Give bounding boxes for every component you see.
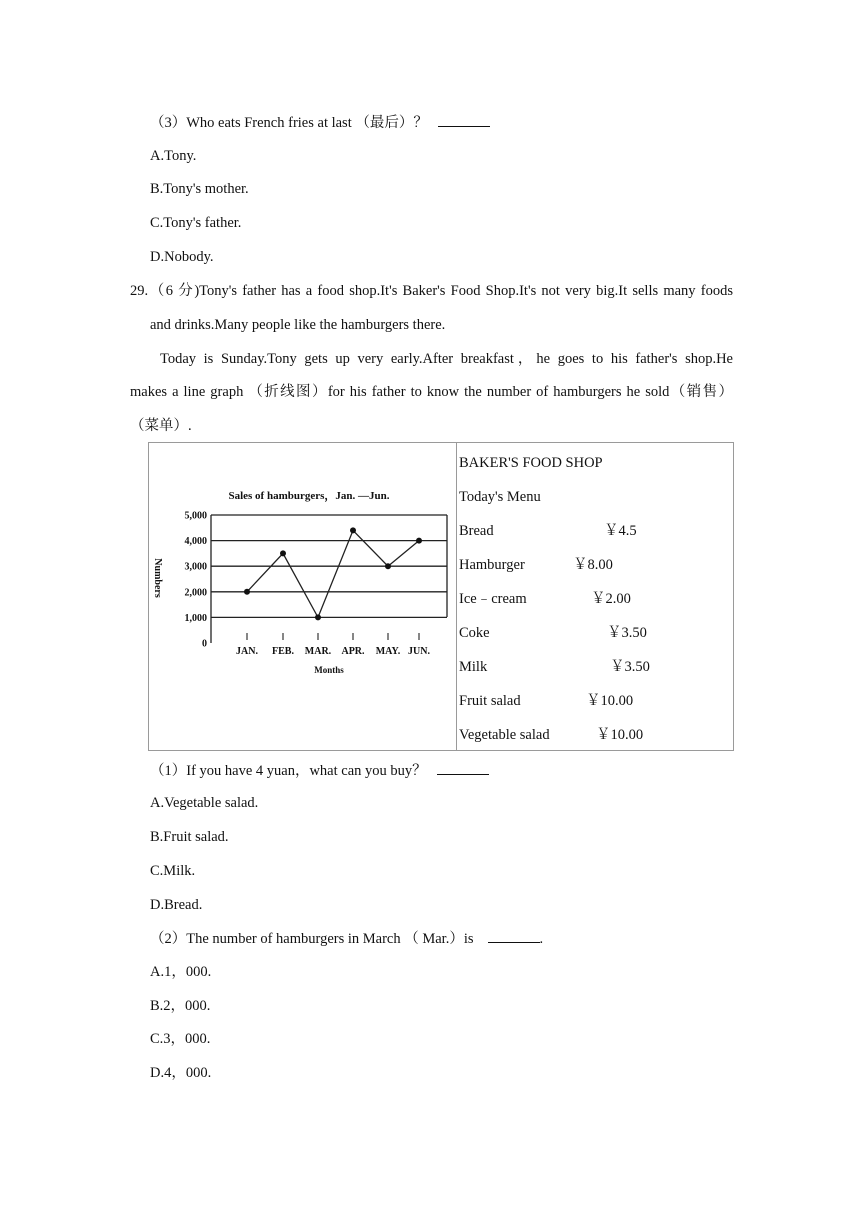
chart-y-axis-label: Numbers — [152, 558, 163, 598]
question-3-text: （3）Who eats French fries at last （最后）？ — [150, 115, 428, 131]
option-b: B.Fruit salad. — [150, 829, 229, 845]
chart-series-line — [247, 530, 419, 617]
chart-y-tick-label: 1,000 — [184, 612, 207, 624]
passage-line-5: （菜单）. — [130, 418, 192, 434]
option-d: D.Bread. — [150, 897, 203, 913]
option-d: D.Nobody. — [150, 249, 214, 265]
passage-line-2: and drinks.Many people like the hamburgers there. — [150, 317, 446, 333]
question-1-text: （1）If you have 4 yuan，what can you buy？ — [150, 763, 427, 779]
chart-y-tick-label: 0 — [202, 638, 207, 650]
menu-item-name: Coke — [459, 625, 490, 641]
menu-item-price: ￥8.00 — [573, 557, 613, 573]
menu-item-price: ￥10.00 — [596, 727, 644, 743]
chart-y-tick-label: 3,000 — [184, 561, 207, 573]
menu-item — [459, 521, 729, 541]
chart-x-tick-label: APR. — [341, 646, 365, 657]
chart-data-point — [350, 527, 356, 533]
option-a: A.Tony. — [150, 148, 197, 164]
hamburger-sales-chart — [149, 443, 456, 750]
menu-item-name: Milk — [459, 659, 488, 675]
chart-data-point — [416, 538, 422, 544]
chart-x-tick-label: MAR. — [304, 646, 332, 657]
menu-item-name: Bread — [459, 523, 494, 539]
passage-line-1: 29.（6 分)Tony's father has a food shop.It's Baker's Food Shop.It's not very big.It sells many foods — [130, 283, 733, 299]
menu-item — [459, 725, 729, 745]
menu-item-name: Hamburger — [459, 557, 525, 573]
question-2-text: （2）The number of hamburgers in March （ Mar.）is — [150, 931, 474, 947]
chart-x-axis-label: Months — [314, 665, 344, 675]
passage-line-4: makes a line graph （折线图）for his father to know the number of hamburgers he sold（销售） — [130, 384, 733, 400]
menu-item — [459, 555, 729, 575]
chart-data-point — [315, 614, 321, 620]
option-c: C.Tony's father. — [150, 215, 242, 231]
option-a: A.Vegetable salad. — [150, 795, 259, 811]
answer-blank[interactable] — [437, 760, 489, 775]
column-divider — [456, 443, 457, 750]
chart-title: Sales of hamburgers，Jan. —Jun. — [228, 490, 390, 502]
chart-x-tick-label: JAN. — [236, 646, 258, 657]
chart-data-point — [385, 563, 391, 569]
question-2-period: . — [539, 931, 544, 947]
menu-item-name: Fruit salad — [459, 693, 521, 709]
menu-item-price: ￥2.00 — [591, 591, 631, 607]
question-3 — [150, 112, 490, 133]
chart-x-tick-label: JUN. — [408, 646, 430, 657]
menu-item-name: Ice﹣cream — [459, 591, 527, 607]
menu-item-price: ￥3.50 — [607, 625, 647, 641]
option-d: D.4，000. — [150, 1065, 212, 1081]
menu-item — [459, 657, 729, 677]
option-a: A.1，000. — [150, 964, 212, 980]
chart-y-tick-label: 4,000 — [184, 536, 207, 548]
option-b: B.2，000. — [150, 998, 211, 1014]
menu-item-price: ￥3.50 — [610, 659, 650, 675]
menu-subtitle: Today's Menu — [459, 489, 541, 505]
menu-item-name: Vegetable salad — [459, 727, 550, 743]
menu-item — [459, 623, 729, 643]
option-b: B.Tony's mother. — [150, 181, 249, 197]
passage-line-3: Today is Sunday.Tony gets up very early.After breakfast，he goes to his father's shop.He — [160, 351, 733, 367]
option-c: C.3，000. — [150, 1031, 211, 1047]
question-1 — [150, 760, 489, 781]
option-c: C.Milk. — [150, 863, 196, 879]
graph-menu-table — [148, 442, 734, 751]
menu-item-price: ￥4.5 — [604, 523, 637, 539]
chart-y-tick-label: 2,000 — [184, 587, 207, 599]
answer-blank[interactable] — [488, 928, 540, 943]
answer-blank[interactable] — [438, 112, 490, 127]
chart-x-tick-label: FEB. — [272, 646, 294, 657]
question-2 — [150, 928, 543, 949]
chart-x-tick-label: MAY. — [375, 646, 401, 657]
chart-y-tick-label: 5,000 — [184, 510, 207, 522]
chart-data-point — [280, 550, 286, 556]
menu-item — [459, 691, 729, 711]
menu-title: BAKER'S FOOD SHOP — [459, 455, 603, 471]
menu-item — [459, 589, 729, 609]
chart-data-point — [244, 589, 250, 595]
menu-item-price: ￥10.00 — [586, 693, 634, 709]
